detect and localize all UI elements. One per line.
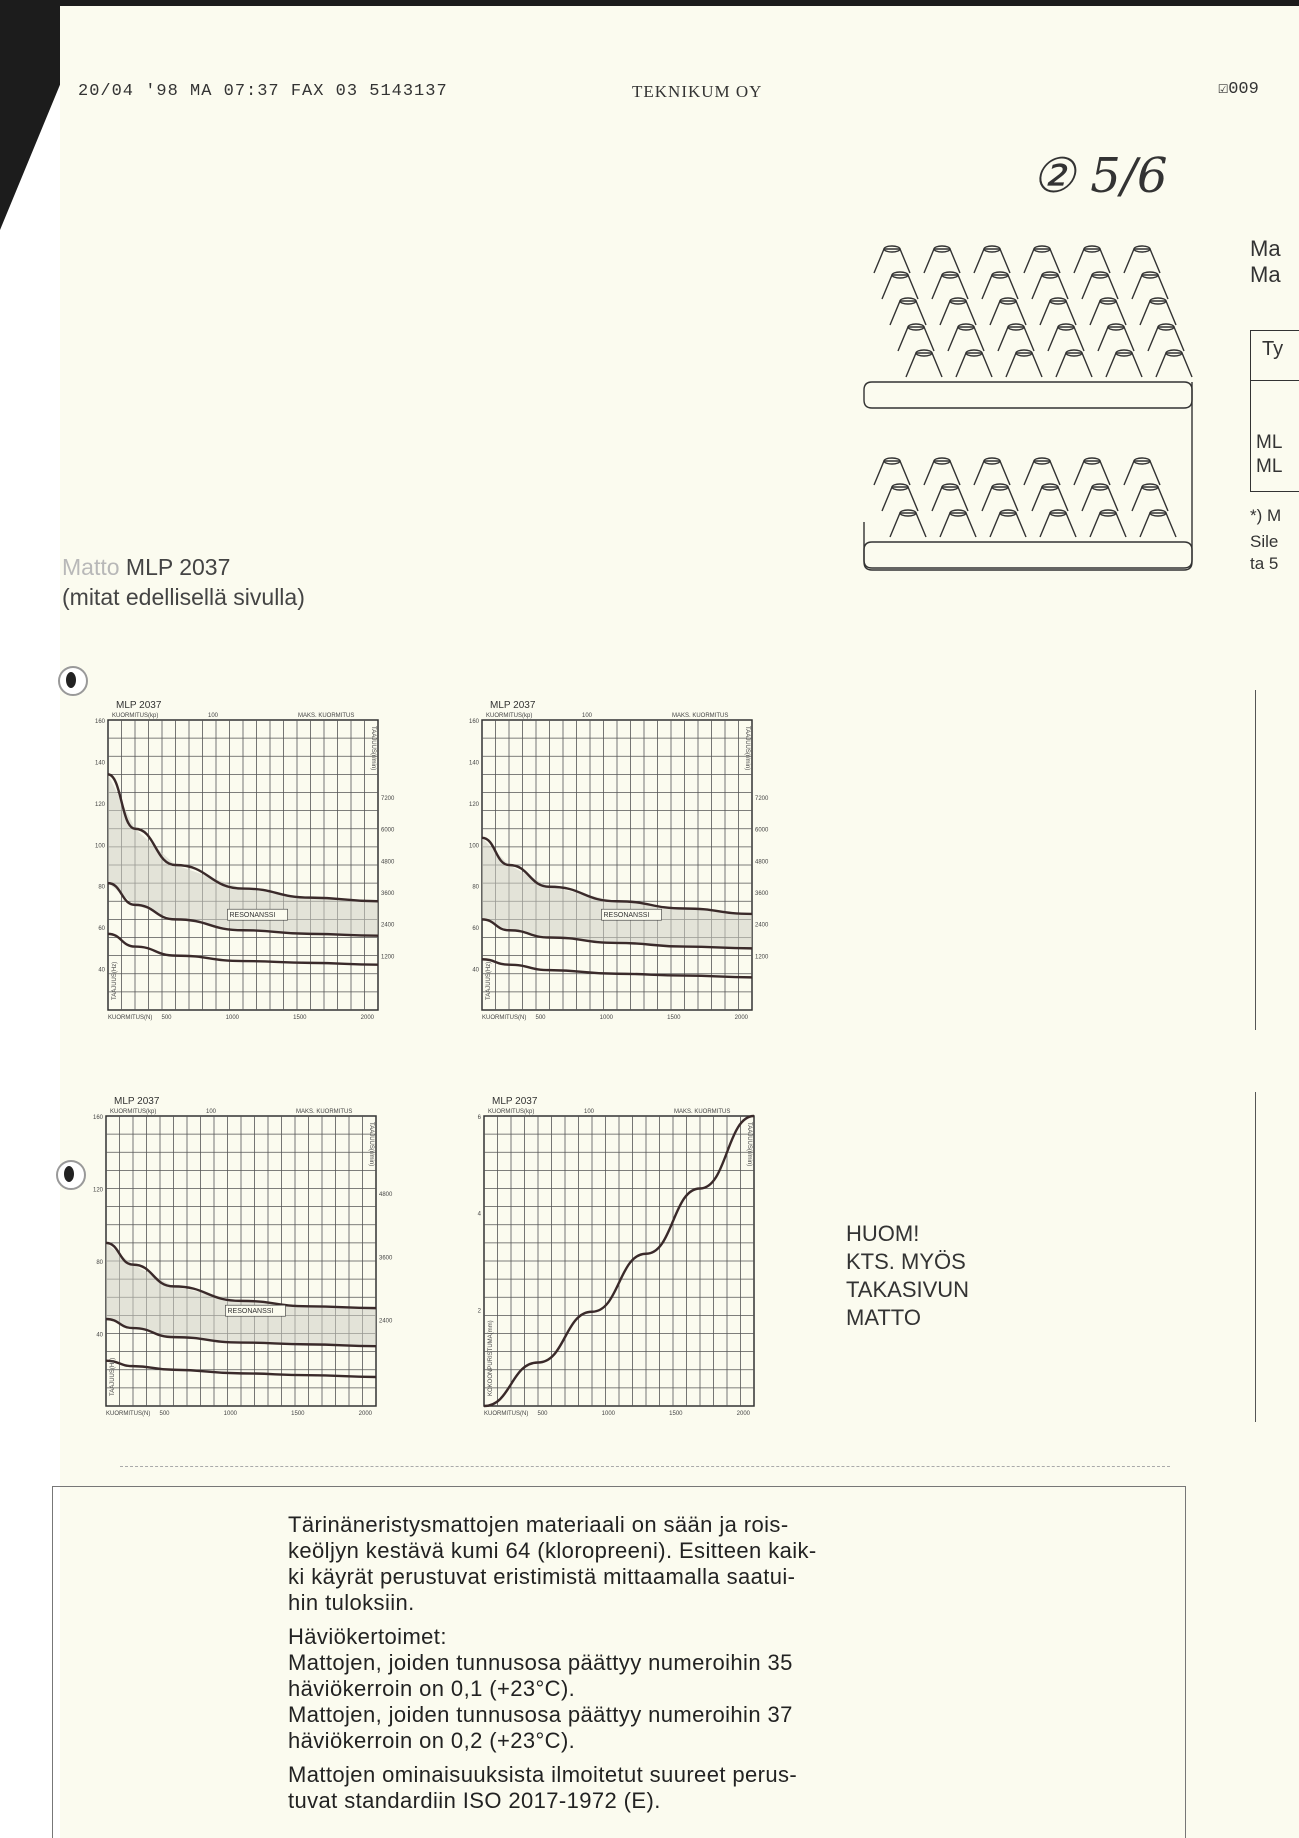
y-tick-label: 160 (92, 1115, 103, 1121)
y-tick-label: 40 (472, 967, 479, 974)
adjacent-table-row-1: ML (1256, 432, 1283, 453)
right-tick-label: 2400 (381, 922, 395, 929)
note-line: HUOM! (846, 1221, 920, 1246)
note-line: KTS. MYÖS (846, 1249, 966, 1274)
x-axis-label: KUORMITUS(N) (484, 1411, 529, 1417)
right-tick-label: 1200 (381, 954, 395, 961)
y-tick-label: 120 (92, 1187, 103, 1194)
x-tick-label: 1000 (225, 1015, 239, 1021)
x-tick-label: 500 (537, 1411, 548, 1417)
y-tick-label: 2 (477, 1308, 481, 1315)
x-tick-label: 1500 (667, 1015, 681, 1021)
annotation-label: RESONANSSI (227, 1308, 274, 1316)
chart-1 (86, 700, 408, 1032)
x-tick-label: 2000 (358, 1411, 372, 1417)
adjacent-page-text-1: Ma (1250, 236, 1281, 261)
right-tick-label: 7200 (381, 796, 395, 802)
x-tick-label: 1000 (601, 1411, 615, 1417)
right-tick-label: 7200 (755, 796, 769, 802)
top-tick-label: 100 (584, 1109, 595, 1115)
info-line: Tärinäneristysmattojen materiaali on sään ja rois- (288, 1512, 789, 1537)
top-axis-label: KUORMITUS(kp) (486, 713, 533, 719)
adjacent-page-text-2: Ma (1250, 262, 1281, 287)
right-tick-label: 2400 (379, 1318, 393, 1325)
right-tick-label: 3600 (379, 1255, 393, 1262)
chart-title: MLP 2037 (492, 1096, 538, 1107)
info-line: Mattojen, joiden tunnusosa päättyy numeroihin 37 (288, 1702, 793, 1727)
info-line: häviökerroin on 0,2 (+23°C). (288, 1728, 576, 1753)
right-tick-label: 3600 (755, 891, 769, 897)
product-subtitle: (mitat edellisellä sivulla) (62, 584, 305, 610)
adjacent-chart-edge-2 (1255, 1092, 1299, 1422)
y-tick-label: 140 (94, 760, 105, 767)
product-title (62, 552, 305, 582)
separator-line (120, 1466, 1170, 1467)
y-tick-label: 6 (477, 1115, 481, 1121)
top-tick-label: 100 (582, 713, 593, 719)
y-axis-label: TAAJUUS(Hz) (486, 961, 492, 1000)
right-axis-label: TAAJUUS(r/min) (744, 726, 750, 771)
info-line: Mattojen ominaisuuksista ilmoitetut suureet perus- (288, 1762, 798, 1787)
mat-slab (864, 542, 1192, 568)
y-tick-label: 140 (468, 760, 479, 767)
info-line: keöljyn kestävä kumi 64 (kloropreeni). Esitteen kaik- (288, 1538, 817, 1563)
adjacent-chart-edge-1 (1255, 690, 1299, 1030)
adjacent-footnote-3: ta 5 (1250, 554, 1279, 573)
chart-4 (462, 1096, 784, 1428)
chart-title: MLP 2037 (116, 700, 162, 711)
right-tick-label: 1200 (755, 954, 769, 961)
y-tick-label: 120 (94, 801, 105, 808)
rubber-mat-illustration (862, 232, 1197, 590)
info-line: ki käyrät perustuvat eristimistä mittaamalla saatui- (288, 1564, 796, 1589)
y-tick-label: 80 (472, 884, 479, 891)
y-tick-label: 40 (96, 1332, 103, 1339)
right-tick-label: 6000 (381, 827, 395, 834)
info-line: tuvat standardiin ISO 2017-1972 (E). (288, 1788, 661, 1813)
note-block (846, 1220, 969, 1332)
chart-title: MLP 2037 (114, 1096, 160, 1107)
y-axis-label: KOKOONPURISTUMA(mm) (488, 1320, 494, 1396)
x-tick-label: 1500 (669, 1411, 683, 1417)
top-right-label: MAKS. KUORMITUS (672, 713, 729, 719)
info-line: Mattojen, joiden tunnusosa päättyy numeroihin 35 (288, 1650, 793, 1675)
right-axis-label: TAAJUUS(r/min) (746, 1122, 752, 1167)
right-axis-label: TAAJUUS(r/min) (370, 726, 376, 771)
fax-page-number: ☑009 (1218, 80, 1259, 99)
fax-company: TEKNIKUM OY (632, 82, 763, 101)
fax-header-line: 20/04 '98 MA 07:37 FAX 03 5143137 (78, 82, 448, 101)
y-tick-label: 160 (468, 719, 479, 725)
x-tick-label: 500 (159, 1411, 170, 1417)
right-tick-label: 4800 (755, 859, 769, 866)
x-axis-label: KUORMITUS(N) (108, 1015, 153, 1021)
top-axis-label: KUORMITUS(kp) (110, 1109, 157, 1115)
x-tick-label: 2000 (736, 1411, 750, 1417)
chart-2 (460, 700, 782, 1032)
x-axis-label: KUORMITUS(N) (106, 1411, 151, 1417)
top-right-label: MAKS. KUORMITUS (674, 1109, 731, 1115)
right-tick-label: 4800 (379, 1192, 393, 1198)
top-tick-label: 100 (206, 1109, 217, 1115)
x-tick-label: 500 (535, 1015, 546, 1021)
mat-slab (864, 382, 1192, 408)
y-tick-label: 60 (98, 926, 105, 933)
annotation-label: RESONANSSI (603, 912, 650, 920)
y-tick-label: 40 (98, 967, 105, 974)
x-tick-label: 2000 (734, 1015, 748, 1021)
x-axis-label: KUORMITUS(N) (482, 1015, 527, 1021)
y-tick-label: 120 (468, 801, 479, 808)
y-axis-label: TAAJUUS(Hz) (110, 1357, 116, 1396)
x-tick-label: 1500 (293, 1015, 307, 1021)
y-tick-label: 100 (468, 843, 479, 850)
top-axis-label: KUORMITUS(kp) (112, 713, 159, 719)
adjacent-table-header: Ty (1262, 338, 1284, 360)
right-tick-label: 4800 (381, 859, 395, 866)
adjacent-footnote-2: Sile (1250, 532, 1279, 551)
x-tick-label: 2000 (360, 1015, 374, 1021)
annotation-label: RESONANSSI (229, 912, 276, 920)
top-right-label: MAKS. KUORMITUS (298, 713, 355, 719)
chart-title: MLP 2037 (490, 700, 536, 711)
handwritten-page-mark: ② 5/6 (1032, 148, 1168, 204)
x-tick-label: 1500 (291, 1411, 305, 1417)
adjacent-footnote-1: *) M (1250, 506, 1282, 525)
info-line: häviökerroin on 0,1 (+23°C). (288, 1676, 576, 1701)
info-line: hin tuloksiin. (288, 1590, 415, 1615)
right-tick-label: 2400 (755, 922, 769, 929)
x-tick-label: 1000 (223, 1411, 237, 1417)
top-right-label: MAKS. KUORMITUS (296, 1109, 353, 1115)
info-text (288, 1512, 968, 1814)
chart-3 (84, 1096, 406, 1428)
punch-hole-icon (56, 1160, 86, 1190)
y-tick-label: 60 (472, 926, 479, 933)
info-line: Häviökertoimet: (288, 1624, 447, 1649)
note-line: MATTO (846, 1305, 921, 1330)
top-axis-label: KUORMITUS(kp) (488, 1109, 535, 1115)
y-tick-label: 80 (96, 1260, 103, 1266)
adjacent-table-divider (1250, 380, 1299, 381)
x-tick-label: 1000 (599, 1015, 613, 1021)
adjacent-table-row-2: ML (1256, 456, 1283, 477)
y-tick-label: 100 (94, 843, 105, 850)
note-line: TAKASIVUN (846, 1277, 970, 1302)
x-tick-label: 500 (161, 1015, 172, 1021)
y-tick-label: 160 (94, 719, 105, 725)
y-tick-label: 4 (477, 1211, 481, 1218)
product-heading (62, 552, 305, 612)
right-tick-label: 3600 (381, 891, 395, 897)
punch-hole-icon (58, 666, 88, 696)
product-title-faded: Matto (62, 554, 126, 580)
right-axis-label: TAAJUUS(r/min) (368, 1122, 374, 1167)
product-title-code: MLP 2037 (125, 554, 231, 580)
y-tick-label: 80 (98, 884, 105, 891)
right-tick-label: 6000 (755, 827, 769, 834)
top-tick-label: 100 (208, 713, 219, 719)
y-axis-label: TAAJUUS(Hz) (112, 961, 118, 1000)
